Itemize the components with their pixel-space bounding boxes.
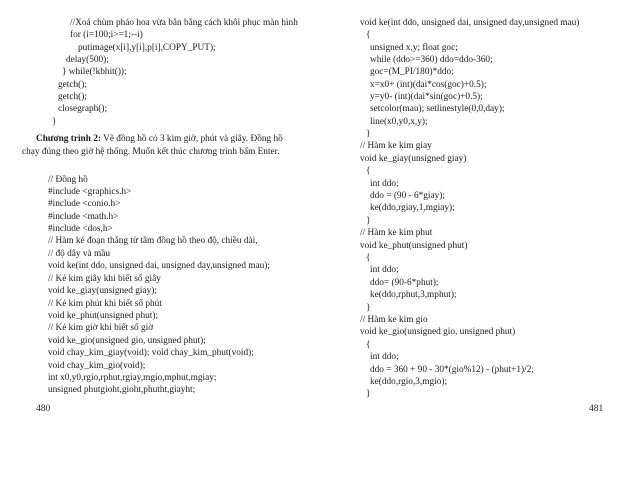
code-line: unsigned phutgioht,gioht,phutht,giayht;: [48, 385, 196, 395]
code-line: } while(!kbhit());: [62, 67, 127, 77]
section-text: Vẽ đồng hồ có 3 kim giờ, phút và giây. Đồng hồ chạy đúng theo giờ hệ thống. Muốn kết thúc chương trình bấm Enter.: [22, 134, 283, 157]
code-line: int ddo;: [370, 352, 399, 362]
code-line: getch();: [58, 92, 87, 102]
code-line: }: [366, 129, 371, 139]
code-line: void ke_giay(unsigned giay);: [48, 286, 157, 296]
code-line: closegraph();: [58, 104, 108, 114]
code-line: void ke(int ddo, unsigned dai, unsigned day,unsigned mau);: [48, 261, 270, 271]
code-line: void ke_gio(unsigned gio, unsigned phut): [360, 327, 516, 337]
code-line: }: [52, 117, 57, 127]
code-line: void ke_gio(unsigned gio, unsigned phut);: [48, 336, 206, 346]
code-line: }: [366, 303, 371, 313]
code-line: }: [366, 389, 371, 399]
code-line: void ke_phut(unsigned phut);: [48, 311, 159, 321]
code-line: int ddo;: [370, 265, 399, 275]
code-line: line(x0,y0,x,y);: [370, 117, 428, 127]
code-line: #include <math.h>: [48, 212, 119, 222]
code-line: goc=(M_PI/180)*ddo;: [370, 67, 454, 77]
page-number: 480: [36, 404, 51, 414]
code-line: // Hàm ke kim giay: [360, 141, 432, 151]
code-line: y=y0- (int)(dai*sin(goc)+0.5);: [370, 92, 483, 102]
code-line: // độ dây và mầu: [48, 249, 110, 259]
code-line: void ke(int ddo, unsigned dai, unsigned day,unsigned mau): [360, 18, 580, 28]
code-line: void ke_giay(unsigned giay): [360, 154, 467, 164]
section-paragraph: [22, 133, 300, 158]
code-line: void ke_phut(unsigned phut): [360, 241, 468, 251]
code-line: getch();: [58, 80, 87, 90]
code-line: void chay_kim_giay(void); void chay_kim_phut(void);: [48, 348, 254, 358]
code-line: // Hàm ke kim gio: [360, 315, 428, 325]
code-line: ddo= (90-6*phut);: [370, 278, 439, 288]
right-page: [319, 0, 638, 493]
code-line: // Kẻ kim phút khi biết số phút: [48, 299, 162, 309]
code-line: }: [366, 216, 371, 226]
code-line: int ddo;: [370, 179, 399, 189]
code-line: {: [366, 253, 371, 263]
code-line: // Hàm ke kim phut: [360, 228, 433, 238]
code-line: // Đồng hồ: [48, 175, 88, 185]
code-line: ddo = (90 - 6*giay);: [370, 191, 445, 201]
code-line: putimage(x[i],y[i],p[i],COPY_PUT);: [78, 43, 216, 53]
code-line: ke(ddo,rgio,3,mgio);: [370, 377, 448, 387]
code-line: //Xoá chùm pháo hoa vừa bắn bằng cách khôi phục màn hình: [70, 18, 298, 28]
code-line: {: [366, 340, 371, 350]
code-line: ddo = 360 + 90 - 30*(gio%12) - (phut+1)/2;: [370, 365, 534, 375]
page-number: 481: [589, 404, 604, 414]
code-line: {: [366, 166, 371, 176]
code-line: setcolor(mau); setlinestyle(0,0,day);: [370, 104, 505, 114]
code-line: unsigned x,y; float goc;: [370, 43, 458, 53]
section-heading: Chương trình 2:: [36, 134, 101, 144]
code-line: #include <conio.h>: [48, 199, 121, 209]
code-line: x=x0+ (int)(dai*cos(goc)+0.5);: [370, 80, 487, 90]
code-line: // Kẻ kim giờ khi biết số giờ: [48, 323, 154, 333]
code-line: ke(ddo,rphut,3,mphut);: [370, 290, 457, 300]
code-line: void chay_kim_gio(void);: [48, 361, 146, 371]
code-line: // Hàm kẻ đoạn thẳng từ tâm đồng hồ theo độ, chiều dài,: [48, 236, 258, 246]
code-line: delay(500);: [66, 55, 109, 65]
code-line: for (i=100;i>=1;--i): [70, 30, 143, 40]
code-line: #include <graphics.h>: [48, 187, 132, 197]
code-line: int x0,y0,rgio,rphut,rgiay,mgio,mphut,mgiay;: [48, 373, 217, 383]
code-line: #include <dos,h>: [48, 224, 113, 234]
code-line: ke(ddo,rgiay,1,mgiay);: [370, 203, 455, 213]
code-line: while (ddo>=360) ddo=ddo-360;: [370, 55, 493, 65]
code-line: {: [366, 30, 371, 40]
code-line: // Kẻ kim giây khi biết số giây: [48, 274, 161, 284]
